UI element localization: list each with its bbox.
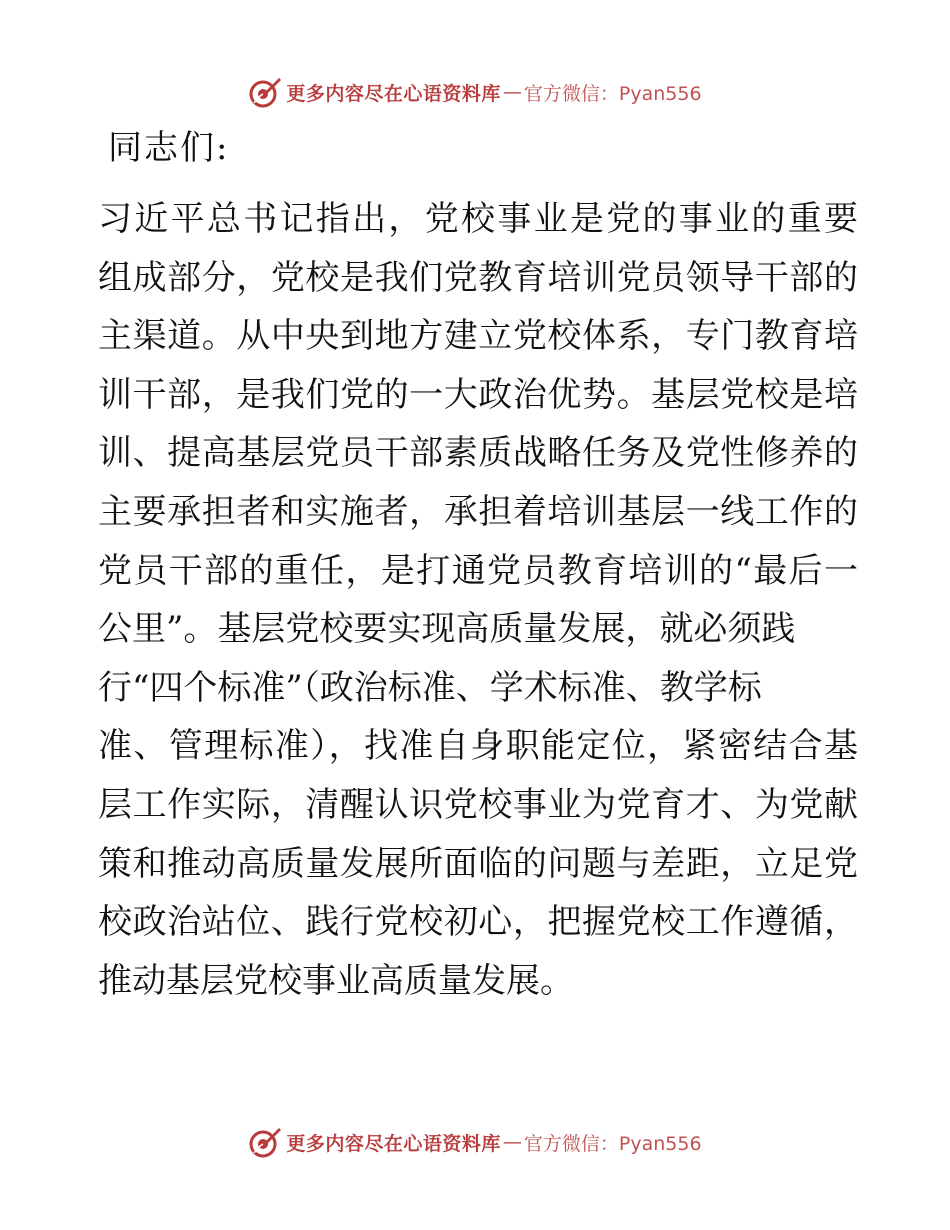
greeting: 同志们:	[108, 128, 230, 168]
body-line: 公里”。基层党校要实现高质量发展，就必须践	[98, 609, 796, 650]
body-line: 主渠道。从中央到地方建立党校体系，专门教育培	[98, 316, 858, 357]
header-separator: —	[502, 81, 522, 103]
header-wechat-text: 官方微信：Pyan556	[523, 82, 702, 105]
body-line: 行“四个标准”（政治标准、学术标准、教学标	[98, 667, 762, 708]
body-line: 策和推动高质量发展所面临的问题与差距，立足党	[98, 843, 858, 884]
body-line: 组成部分，党校是我们党教育培训党员领导干部的	[98, 257, 858, 298]
body-line: 习近平总书记指出，党校事业是党的事业的重要	[98, 199, 858, 239]
pen-logo-icon	[248, 1125, 282, 1159]
footer-banner	[0, 1122, 950, 1162]
body-line: 校政治站位、践行党校初心，把握党校工作遵循，	[98, 902, 858, 943]
body-line: 党员干部的重任，是打通党员教育培训的“最后一	[98, 550, 858, 591]
footer-brand-text: 更多内容尽在心语资料库	[286, 1132, 501, 1155]
document-body	[98, 190, 858, 1010]
footer-separator: —	[502, 1131, 522, 1153]
pen-logo-icon	[248, 75, 282, 109]
body-line: 训、提高基层党员干部素质战略任务及党性修养的	[98, 433, 858, 474]
body-line: 主要承担者和实施者，承担着培训基层一线工作的	[98, 491, 858, 532]
header-brand-text: 更多内容尽在心语资料库	[286, 82, 501, 105]
body-line: 准、管理标准），找准自身职能定位，紧密结合基	[98, 726, 858, 767]
header-banner	[0, 72, 950, 112]
body-line: 训干部，是我们党的一大政治优势。基层党校是培	[98, 374, 858, 415]
body-line: 推动基层党校事业高质量发展。	[98, 960, 574, 1001]
body-line: 层工作实际，清醒认识党校事业为党育才、为党献	[98, 784, 858, 825]
footer-wechat-text: 官方微信：Pyan556	[523, 1132, 702, 1155]
